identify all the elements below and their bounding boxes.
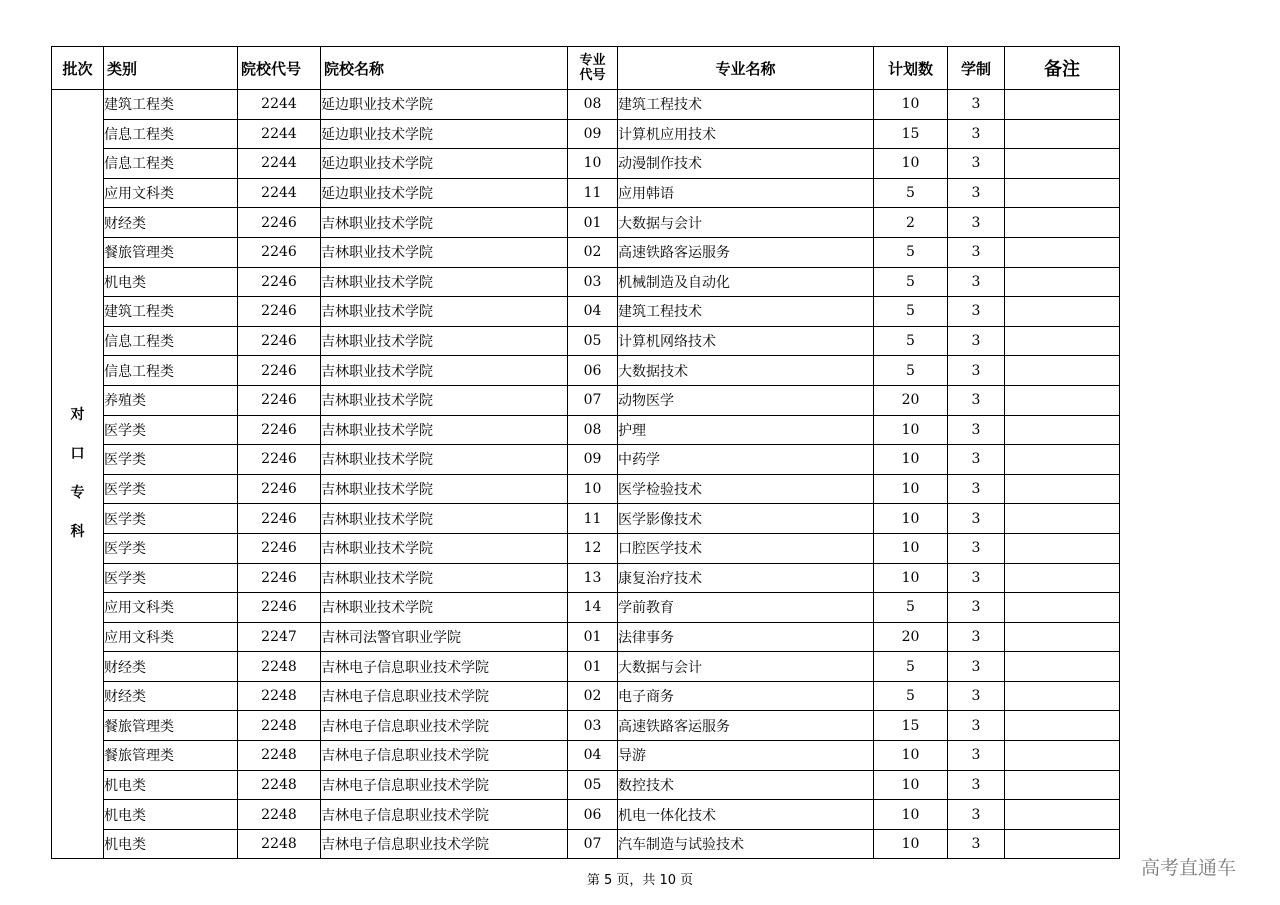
- cell-school-code: 2246: [238, 237, 321, 267]
- cell-remark: [1005, 356, 1120, 386]
- cell-major-name: 动漫制作技术: [618, 149, 874, 179]
- cell-school-code: 2246: [238, 208, 321, 238]
- table-row: [52, 652, 1120, 682]
- cell-plan-count: 10: [874, 563, 948, 593]
- header-duration: 学制: [948, 47, 1005, 90]
- header-remark: 备注: [1005, 47, 1120, 90]
- cell-school-name: 吉林职业技术学院: [321, 415, 568, 445]
- cell-duration: 3: [948, 474, 1005, 504]
- cell-remark: [1005, 149, 1120, 179]
- cell-plan-count: 5: [874, 326, 948, 356]
- cell-major-name: 高速铁路客运服务: [618, 237, 874, 267]
- cell-plan-count: 5: [874, 267, 948, 297]
- cell-major-name: 大数据与会计: [618, 652, 874, 682]
- cell-duration: 3: [948, 741, 1005, 771]
- cell-major-name: 法律事务: [618, 622, 874, 652]
- header-major-code-text: 专业代号: [579, 53, 606, 83]
- cell-major-code: 04: [568, 297, 618, 327]
- cell-duration: 3: [948, 297, 1005, 327]
- cell-category: 医学类: [104, 533, 238, 563]
- cell-plan-count: 10: [874, 415, 948, 445]
- cell-duration: 3: [948, 267, 1005, 297]
- cell-plan-count: 5: [874, 652, 948, 682]
- cell-category: 机电类: [104, 800, 238, 830]
- cell-major-code: 11: [568, 178, 618, 208]
- cell-major-code: 09: [568, 119, 618, 149]
- cell-school-code: 2246: [238, 267, 321, 297]
- cell-remark: [1005, 119, 1120, 149]
- cell-school-code: 2248: [238, 800, 321, 830]
- cell-school-name: 延边职业技术学院: [321, 90, 568, 120]
- cell-school-code: 2246: [238, 326, 321, 356]
- cell-duration: 3: [948, 622, 1005, 652]
- cell-duration: 3: [948, 770, 1005, 800]
- table-row: [52, 208, 1120, 238]
- cell-major-name: 医学检验技术: [618, 474, 874, 504]
- cell-duration: 3: [948, 415, 1005, 445]
- cell-category: 信息工程类: [104, 356, 238, 386]
- page-footer: 第 5 页，共 10 页: [586, 873, 694, 888]
- cell-category: 财经类: [104, 652, 238, 682]
- table-row: [52, 800, 1120, 830]
- cell-duration: 3: [948, 326, 1005, 356]
- cell-category: 医学类: [104, 504, 238, 534]
- cell-category: 建筑工程类: [104, 297, 238, 327]
- cell-major-name: 护理: [618, 415, 874, 445]
- cell-major-code: 04: [568, 741, 618, 771]
- header-major-name: 专业名称: [618, 47, 874, 90]
- cell-category: 医学类: [104, 563, 238, 593]
- cell-remark: [1005, 563, 1120, 593]
- cell-major-name: 计算机应用技术: [618, 119, 874, 149]
- table-row: [52, 385, 1120, 415]
- cell-remark: [1005, 445, 1120, 475]
- cell-school-code: 2248: [238, 711, 321, 741]
- cell-school-code: 2244: [238, 119, 321, 149]
- cell-major-name: 机电一体化技术: [618, 800, 874, 830]
- cell-plan-count: 5: [874, 178, 948, 208]
- cell-school-code: 2246: [238, 385, 321, 415]
- cell-duration: 3: [948, 149, 1005, 179]
- table-row: [52, 829, 1120, 859]
- table-body: [52, 90, 1120, 859]
- cell-remark: [1005, 622, 1120, 652]
- cell-plan-count: 5: [874, 681, 948, 711]
- cell-school-name: 吉林职业技术学院: [321, 267, 568, 297]
- cell-plan-count: 10: [874, 90, 948, 120]
- cell-major-name: 机械制造及自动化: [618, 267, 874, 297]
- cell-major-code: 07: [568, 385, 618, 415]
- cell-category: 财经类: [104, 681, 238, 711]
- cell-plan-count: 10: [874, 770, 948, 800]
- cell-category: 医学类: [104, 474, 238, 504]
- cell-duration: 3: [948, 593, 1005, 623]
- cell-major-name: 导游: [618, 741, 874, 771]
- table-row: [52, 474, 1120, 504]
- table-row: [52, 533, 1120, 563]
- table-row: [52, 445, 1120, 475]
- cell-school-code: 2248: [238, 652, 321, 682]
- cell-plan-count: 5: [874, 593, 948, 623]
- cell-school-code: 2246: [238, 356, 321, 386]
- table-row: [52, 681, 1120, 711]
- cell-major-name: 建筑工程技术: [618, 297, 874, 327]
- cell-major-name: 汽车制造与试验技术: [618, 829, 874, 859]
- cell-duration: 3: [948, 237, 1005, 267]
- cell-major-name: 中药学: [618, 445, 874, 475]
- cell-category: 养殖类: [104, 385, 238, 415]
- cell-major-name: 电子商务: [618, 681, 874, 711]
- table-row: [52, 593, 1120, 623]
- cell-school-name: 吉林电子信息职业技术学院: [321, 800, 568, 830]
- cell-plan-count: 20: [874, 385, 948, 415]
- cell-major-name: 数控技术: [618, 770, 874, 800]
- cell-major-code: 01: [568, 208, 618, 238]
- cell-major-code: 01: [568, 622, 618, 652]
- cell-remark: [1005, 474, 1120, 504]
- cell-remark: [1005, 652, 1120, 682]
- cell-plan-count: 10: [874, 474, 948, 504]
- cell-major-code: 02: [568, 681, 618, 711]
- cell-remark: [1005, 829, 1120, 859]
- cell-school-code: 2244: [238, 90, 321, 120]
- cell-major-name: 学前教育: [618, 593, 874, 623]
- table-header-row: [52, 47, 1120, 90]
- cell-plan-count: 20: [874, 622, 948, 652]
- cell-major-code: 05: [568, 326, 618, 356]
- cell-category: 医学类: [104, 445, 238, 475]
- table-row: [52, 267, 1120, 297]
- cell-school-name: 吉林电子信息职业技术学院: [321, 829, 568, 859]
- cell-school-name: 延边职业技术学院: [321, 149, 568, 179]
- header-category: 类别: [104, 47, 238, 90]
- table-row: [52, 149, 1120, 179]
- cell-major-name: 医学影像技术: [618, 504, 874, 534]
- admission-plan-table: [51, 46, 1120, 859]
- cell-major-code: 11: [568, 504, 618, 534]
- cell-major-name: 建筑工程技术: [618, 90, 874, 120]
- cell-category: 信息工程类: [104, 149, 238, 179]
- cell-remark: [1005, 90, 1120, 120]
- cell-major-name: 动物医学: [618, 385, 874, 415]
- header-school-code: 院校代号: [238, 47, 321, 90]
- cell-school-code: 2248: [238, 741, 321, 771]
- header-major-code: [568, 47, 618, 90]
- cell-school-name: 延边职业技术学院: [321, 119, 568, 149]
- table-row: [52, 770, 1120, 800]
- table-row: [52, 415, 1120, 445]
- cell-category: 餐旅管理类: [104, 711, 238, 741]
- cell-remark: [1005, 593, 1120, 623]
- cell-plan-count: 10: [874, 533, 948, 563]
- cell-school-name: 吉林职业技术学院: [321, 445, 568, 475]
- cell-remark: [1005, 326, 1120, 356]
- cell-school-code: 2246: [238, 474, 321, 504]
- cell-remark: [1005, 770, 1120, 800]
- cell-remark: [1005, 385, 1120, 415]
- cell-school-name: 吉林电子信息职业技术学院: [321, 652, 568, 682]
- cell-school-name: 吉林司法警官职业学院: [321, 622, 568, 652]
- cell-category: 建筑工程类: [104, 90, 238, 120]
- table-row: [52, 741, 1120, 771]
- cell-remark: [1005, 415, 1120, 445]
- cell-school-name: 吉林职业技术学院: [321, 208, 568, 238]
- cell-category: 机电类: [104, 770, 238, 800]
- cell-duration: 3: [948, 90, 1005, 120]
- cell-school-name: 吉林职业技术学院: [321, 385, 568, 415]
- header-school-name: 院校名称: [321, 47, 568, 90]
- cell-school-name: 吉林电子信息职业技术学院: [321, 681, 568, 711]
- cell-school-code: 2246: [238, 445, 321, 475]
- cell-school-code: 2246: [238, 297, 321, 327]
- cell-major-code: 03: [568, 267, 618, 297]
- cell-remark: [1005, 800, 1120, 830]
- cell-plan-count: 2: [874, 208, 948, 238]
- cell-school-code: 2248: [238, 829, 321, 859]
- table-row: [52, 237, 1120, 267]
- cell-plan-count: 15: [874, 711, 948, 741]
- cell-category: 应用文科类: [104, 593, 238, 623]
- header-plan-count: 计划数: [874, 47, 948, 90]
- cell-major-code: 14: [568, 593, 618, 623]
- cell-school-name: 吉林职业技术学院: [321, 504, 568, 534]
- cell-duration: 3: [948, 119, 1005, 149]
- cell-plan-count: 15: [874, 119, 948, 149]
- cell-plan-count: 10: [874, 149, 948, 179]
- cell-major-name: 大数据与会计: [618, 208, 874, 238]
- cell-category: 财经类: [104, 208, 238, 238]
- cell-plan-count: 5: [874, 356, 948, 386]
- cell-school-name: 吉林职业技术学院: [321, 563, 568, 593]
- cell-category: 信息工程类: [104, 119, 238, 149]
- cell-category: 餐旅管理类: [104, 741, 238, 771]
- cell-major-name: 高速铁路客运服务: [618, 711, 874, 741]
- cell-school-name: 吉林职业技术学院: [321, 533, 568, 563]
- cell-school-name: 吉林职业技术学院: [321, 593, 568, 623]
- batch-label: 对口专科: [70, 407, 85, 541]
- cell-duration: 3: [948, 652, 1005, 682]
- cell-school-code: 2247: [238, 622, 321, 652]
- cell-school-code: 2246: [238, 533, 321, 563]
- cell-major-code: 08: [568, 415, 618, 445]
- cell-batch: [52, 90, 104, 859]
- cell-duration: 3: [948, 504, 1005, 534]
- table-row: [52, 297, 1120, 327]
- cell-school-name: 吉林职业技术学院: [321, 474, 568, 504]
- cell-remark: [1005, 681, 1120, 711]
- cell-major-code: 01: [568, 652, 618, 682]
- cell-major-code: 06: [568, 800, 618, 830]
- cell-remark: [1005, 741, 1120, 771]
- cell-duration: 3: [948, 178, 1005, 208]
- cell-remark: [1005, 504, 1120, 534]
- cell-duration: 3: [948, 385, 1005, 415]
- cell-school-code: 2248: [238, 770, 321, 800]
- cell-school-code: 2246: [238, 563, 321, 593]
- table-row: [52, 90, 1120, 120]
- table-row: [52, 504, 1120, 534]
- cell-major-name: 康复治疗技术: [618, 563, 874, 593]
- cell-school-code: 2246: [238, 593, 321, 623]
- cell-category: 应用文科类: [104, 178, 238, 208]
- cell-plan-count: 10: [874, 445, 948, 475]
- cell-plan-count: 10: [874, 741, 948, 771]
- cell-plan-count: 5: [874, 297, 948, 327]
- watermark: 高考直通车: [1141, 857, 1237, 879]
- cell-school-name: 吉林职业技术学院: [321, 326, 568, 356]
- cell-school-code: 2246: [238, 504, 321, 534]
- cell-duration: 3: [948, 208, 1005, 238]
- cell-plan-count: 10: [874, 800, 948, 830]
- cell-duration: 3: [948, 681, 1005, 711]
- cell-remark: [1005, 267, 1120, 297]
- table-row: [52, 119, 1120, 149]
- cell-category: 医学类: [104, 415, 238, 445]
- cell-school-code: 2246: [238, 415, 321, 445]
- cell-school-code: 2244: [238, 178, 321, 208]
- cell-major-code: 10: [568, 474, 618, 504]
- cell-school-name: 吉林职业技术学院: [321, 237, 568, 267]
- table-row: [52, 356, 1120, 386]
- cell-major-code: 12: [568, 533, 618, 563]
- cell-remark: [1005, 711, 1120, 741]
- table-row: [52, 326, 1120, 356]
- cell-major-name: 计算机网络技术: [618, 326, 874, 356]
- table-row: [52, 178, 1120, 208]
- cell-category: 机电类: [104, 829, 238, 859]
- cell-category: 餐旅管理类: [104, 237, 238, 267]
- table-row: [52, 563, 1120, 593]
- cell-school-code: 2248: [238, 681, 321, 711]
- cell-major-code: 09: [568, 445, 618, 475]
- cell-duration: 3: [948, 563, 1005, 593]
- table-row: [52, 622, 1120, 652]
- cell-duration: 3: [948, 445, 1005, 475]
- header-batch: 批次: [52, 47, 104, 90]
- cell-category: 信息工程类: [104, 326, 238, 356]
- cell-major-name: 口腔医学技术: [618, 533, 874, 563]
- cell-school-name: 吉林电子信息职业技术学院: [321, 770, 568, 800]
- cell-school-name: 吉林职业技术学院: [321, 356, 568, 386]
- cell-category: 机电类: [104, 267, 238, 297]
- cell-plan-count: 5: [874, 237, 948, 267]
- cell-school-name: 吉林职业技术学院: [321, 297, 568, 327]
- cell-duration: 3: [948, 829, 1005, 859]
- cell-major-code: 02: [568, 237, 618, 267]
- cell-school-name: 吉林电子信息职业技术学院: [321, 741, 568, 771]
- cell-remark: [1005, 178, 1120, 208]
- cell-duration: 3: [948, 711, 1005, 741]
- cell-duration: 3: [948, 533, 1005, 563]
- cell-major-code: 13: [568, 563, 618, 593]
- cell-major-name: 大数据技术: [618, 356, 874, 386]
- cell-major-code: 03: [568, 711, 618, 741]
- cell-school-name: 吉林电子信息职业技术学院: [321, 711, 568, 741]
- cell-plan-count: 10: [874, 829, 948, 859]
- table-row: [52, 711, 1120, 741]
- cell-major-name: 应用韩语: [618, 178, 874, 208]
- cell-remark: [1005, 297, 1120, 327]
- cell-major-code: 08: [568, 90, 618, 120]
- cell-major-code: 06: [568, 356, 618, 386]
- cell-major-code: 05: [568, 770, 618, 800]
- cell-plan-count: 10: [874, 504, 948, 534]
- cell-school-code: 2244: [238, 149, 321, 179]
- cell-major-code: 07: [568, 829, 618, 859]
- cell-duration: 3: [948, 356, 1005, 386]
- cell-major-code: 10: [568, 149, 618, 179]
- cell-remark: [1005, 237, 1120, 267]
- cell-remark: [1005, 208, 1120, 238]
- cell-category: 应用文科类: [104, 622, 238, 652]
- cell-duration: 3: [948, 800, 1005, 830]
- cell-remark: [1005, 533, 1120, 563]
- cell-school-name: 延边职业技术学院: [321, 178, 568, 208]
